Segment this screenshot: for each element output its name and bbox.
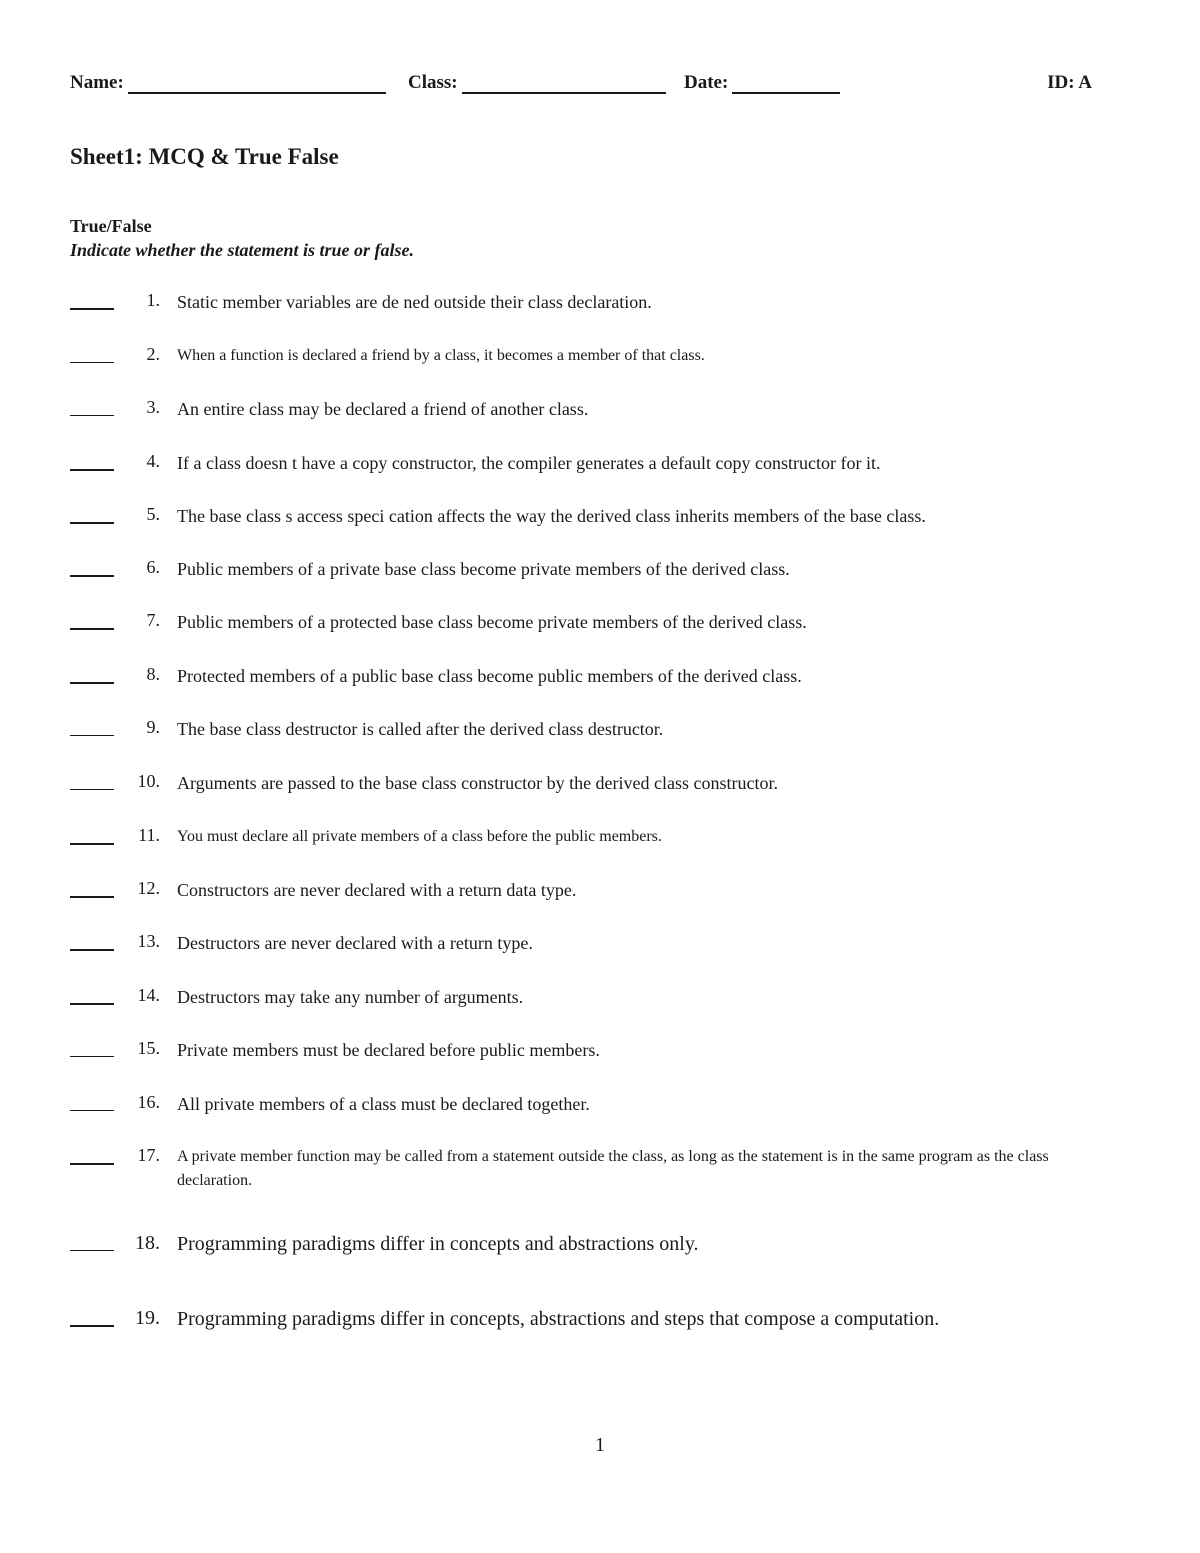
- question-text: Programming paradigms differ in concepts, abstractions and steps that compose a computation.: [177, 1308, 940, 1330]
- question-text: All private members of a class must be declared together.: [177, 1094, 590, 1114]
- question-text: Programming paradigms differ in concepts and abstractions only.: [177, 1233, 699, 1255]
- question-text: Public members of a protected base class become private members of the derived class.: [177, 612, 807, 632]
- answer-blank[interactable]: [70, 896, 114, 898]
- answer-blank[interactable]: [70, 575, 114, 577]
- question-number: 15.: [137, 1038, 160, 1058]
- answer-blank[interactable]: [70, 1003, 114, 1005]
- question-number: 18.: [135, 1232, 160, 1254]
- question-number: 1.: [146, 290, 160, 310]
- answer-blank[interactable]: [70, 522, 114, 524]
- question-text: You must declare all private members of a class before the public members.: [177, 828, 662, 845]
- header-row: [70, 72, 1092, 98]
- answer-blank[interactable]: [70, 1110, 114, 1111]
- question-text: Private members must be declared before public members.: [177, 1040, 600, 1060]
- page-title: Sheet1: MCQ & True False: [70, 144, 339, 169]
- page-number: 1: [595, 1434, 605, 1456]
- question-text: Destructors may take any number of arguments.: [177, 987, 524, 1007]
- answer-blank[interactable]: [70, 308, 114, 310]
- answer-blank[interactable]: [70, 843, 114, 845]
- question-text: When a function is declared a friend by a class, it becomes a member of that class.: [177, 347, 705, 364]
- class-label: Class:: [408, 72, 458, 93]
- name-label: Name:: [70, 72, 124, 93]
- answer-blank[interactable]: [70, 628, 114, 630]
- name-blank[interactable]: [128, 74, 386, 94]
- question-text: Public members of a private base class become private members of the derived class.: [177, 559, 790, 579]
- question-number: 4.: [146, 451, 160, 471]
- question-text: Protected members of a public base class become public members of the derived class.: [177, 666, 802, 686]
- question-number: 17.: [137, 1145, 160, 1165]
- question-number: 8.: [146, 664, 160, 684]
- question-text: A private member function may be called from a statement outside the class, as long as the statement is in the same program as the class declaration.: [177, 1148, 1049, 1189]
- question-number: 19.: [135, 1307, 160, 1329]
- answer-blank[interactable]: [70, 362, 114, 363]
- question-number: 6.: [146, 557, 160, 577]
- question-number: 10.: [137, 771, 160, 791]
- question-number: 16.: [137, 1092, 160, 1112]
- answer-blank[interactable]: [70, 949, 114, 951]
- section-instructions: Indicate whether the statement is true or false.: [70, 240, 415, 260]
- question-number: 7.: [146, 610, 160, 630]
- question-text: If a class doesn t have a copy constructor, the compiler generates a default copy constructor for it.: [177, 453, 881, 473]
- answer-blank[interactable]: [70, 1163, 114, 1165]
- date-label: Date:: [684, 72, 729, 93]
- question-text: The base class destructor is called after the derived class destructor.: [177, 719, 664, 739]
- class-blank[interactable]: [462, 74, 666, 94]
- answer-blank[interactable]: [70, 1056, 114, 1057]
- question-text: Constructors are never declared with a return data type.: [177, 880, 577, 900]
- answer-blank[interactable]: [70, 469, 114, 471]
- question-number: 2.: [146, 344, 160, 364]
- question-number: 5.: [146, 504, 160, 524]
- question-number: 14.: [137, 985, 160, 1005]
- question-number: 13.: [137, 931, 160, 951]
- question-number: 12.: [137, 878, 160, 898]
- question-text: An entire class may be declared a friend of another class.: [177, 399, 589, 419]
- name-field: [70, 72, 386, 94]
- class-field: [408, 72, 666, 94]
- answer-blank[interactable]: [70, 1250, 114, 1251]
- question-number: 11.: [138, 825, 160, 845]
- question-text: Static member variables are de ned outside their class declaration.: [177, 292, 652, 312]
- answer-blank[interactable]: [70, 1325, 114, 1327]
- date-field: [684, 72, 840, 94]
- question-number: 3.: [146, 397, 160, 417]
- answer-blank[interactable]: [70, 735, 114, 736]
- answer-blank[interactable]: [70, 682, 114, 684]
- answer-blank[interactable]: [70, 415, 114, 416]
- section-title: True/False: [70, 216, 152, 236]
- date-blank[interactable]: [732, 74, 840, 94]
- question-text: Destructors are never declared with a return type.: [177, 933, 533, 953]
- question-number: 9.: [146, 717, 160, 737]
- question-text: The base class s access speci cation affects the way the derived class inherits members of the base class.: [177, 506, 926, 526]
- answer-blank[interactable]: [70, 789, 114, 790]
- id-label: ID: A: [1047, 72, 1092, 93]
- question-text: Arguments are passed to the base class constructor by the derived class constructor.: [177, 773, 778, 793]
